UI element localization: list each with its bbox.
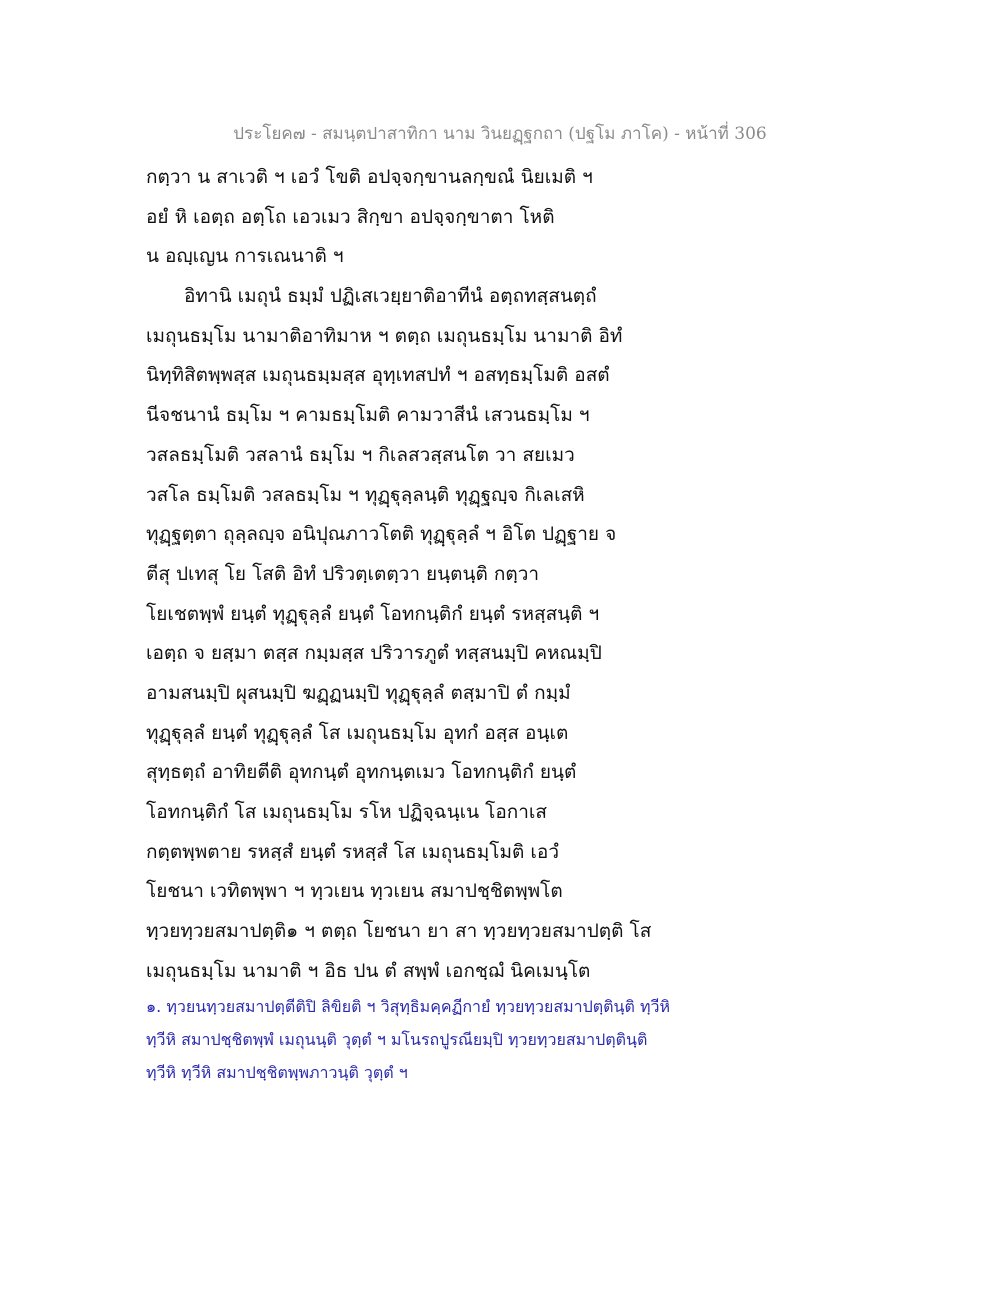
text-line: กตฺตพฺพตาย รหสฺสํ ยนฺตํ รหสฺสํ โส เมถุนธมฺโมติ เอวํ bbox=[146, 840, 559, 863]
text-line: โอทกนฺติกํ โส เมถุนธมฺโม รโห ปฏิจฺฉนฺเน โอกาเส bbox=[146, 801, 548, 823]
text-line: เมถุนธมฺโม นามาติอาทิมาห ฯ ตตฺถ เมถุนธมฺโม นามาติ อิทํ bbox=[146, 324, 623, 347]
text-line: ทุฏฺฐุลฺลํ ยนฺตํ ทุฏฺฐุลฺลํ โส เมถุนธมฺโม อุทกํ อสฺส อนฺเต bbox=[146, 721, 569, 744]
text-line: โยเชตพฺพํ ยนฺตํ ทุฏฺฐุลฺลํ ยนฺตํ โอทกนฺติกํ ยนฺตํ รหสฺสนฺติ ฯ bbox=[146, 602, 600, 625]
page-header: ประโยค๗ - สมนฺตปาสาทิกา นาม วินยฏฺฐกถา (ปฐโม ภาโค) - หน้าที่ 306 bbox=[233, 124, 767, 144]
text-line: โยชนา เวทิตพฺพา ฯ ทฺวเยน ทฺวเยน สมาปชฺชิตพฺพโต bbox=[146, 880, 563, 903]
text-line: กตฺวา น สาเวติ ฯ เอวํ โขติ อปจฺจกฺขานลกฺขณํ นิยเมติ ฯ bbox=[146, 166, 593, 188]
footnote-line: ทฺวีหิ สมาปชฺชิตพฺพํ เมถุนนฺติ วุตฺตํ ฯ มโนรถปูรณียมฺปิ ทฺวยทฺวยสมาปตฺตินฺติ bbox=[146, 1030, 648, 1049]
text-line: เมถุนธมฺโม นามาติ ฯ อิธ ปน ตํ สพฺพํ เอกชฺฌํ นิคเมนฺโต bbox=[146, 959, 591, 982]
footnote-line: ๑. ทฺวยนทฺวยสมาปตฺตีติปิ ลิขิยติ ฯ วิสุทฺธิมคฺคฏีกายํ ทฺวยทฺวยสมาปตฺตินฺติ ทฺวีหิ bbox=[146, 997, 671, 1016]
footnote-line: ทฺวีหิ ทฺวีหิ สมาปชฺชิตพฺพภาวนฺติ วุตฺตํ ฯ bbox=[146, 1063, 408, 1082]
text-line: อยํ หิ เอตฺถ อตฺโถ เอวเมว สิกฺขา อปจฺจกฺขาตา โหติ bbox=[146, 205, 555, 228]
text-line: ทฺวยทฺวยสมาปตฺติ๑ ฯ ตตฺถ โยชนา ยา สา ทฺวยทฺวยสมาปตฺติ โส bbox=[146, 920, 652, 943]
paragraph-start-line: อิทานิ เมถุนํ ธมฺมํ ปฏิเสเวยฺยาติอาทีนํ อตฺถทสฺสนตฺถํ bbox=[184, 285, 597, 308]
text-line: เอตฺถ จ ยสฺมา ตสฺส กมฺมสฺส ปริวารภูตํ ทสฺสนมฺปิ คหณมฺปิ bbox=[146, 642, 602, 665]
text-line: ตีสุ ปเทสุ โย โสติ อิทํ ปริวตฺเตตฺวา ยนฺตนฺติ กตฺวา bbox=[146, 562, 540, 585]
text-line: วสลธมฺโมติ วสลานํ ธมฺโม ฯ กิเลสวสฺสนโต วา สยเมว bbox=[146, 443, 575, 466]
body-text bbox=[146, 158, 706, 991]
text-line: นิทฺทิสิตพฺพสฺส เมถุนธมฺมสฺส อุทฺเทสปทํ ฯ อสทฺธมฺโมติ อสตํ bbox=[146, 364, 610, 387]
text-line: นีจชนานํ ธมฺโม ฯ คามธมฺโมติ คามวาสีนํ เสวนธมฺโม ฯ bbox=[146, 404, 590, 427]
text-line: น อญฺเญน การเณนาติ ฯ bbox=[146, 245, 344, 268]
text-line: อามสนมฺปิ ผุสนมฺปิ ฆฏฺฏนมฺปิ ทุฏฺฐุลฺลํ ตสฺมาปิ ตํ กมฺมํ bbox=[146, 681, 571, 704]
text-line: ทุฏฺฐตฺตา ถุลฺลญฺจ อนิปุณภาวโตติ ทุฏฺฐุลฺลํ ฯ อิโต ปฏฺฐาย จ bbox=[146, 523, 617, 546]
text-line: สุทฺธตฺถํ อาทิยตีติ อุทกนฺตํ อุทกนฺตเมว โอทกนฺติกํ ยนฺตํ bbox=[146, 761, 577, 784]
text-line: วสโล ธมฺโมติ วสลธมฺโม ฯ ทุฏฺฐุลฺลนฺติ ทุฏฺฐญฺจ กิเลเสหิ bbox=[146, 483, 585, 506]
footnotes bbox=[146, 990, 766, 1089]
